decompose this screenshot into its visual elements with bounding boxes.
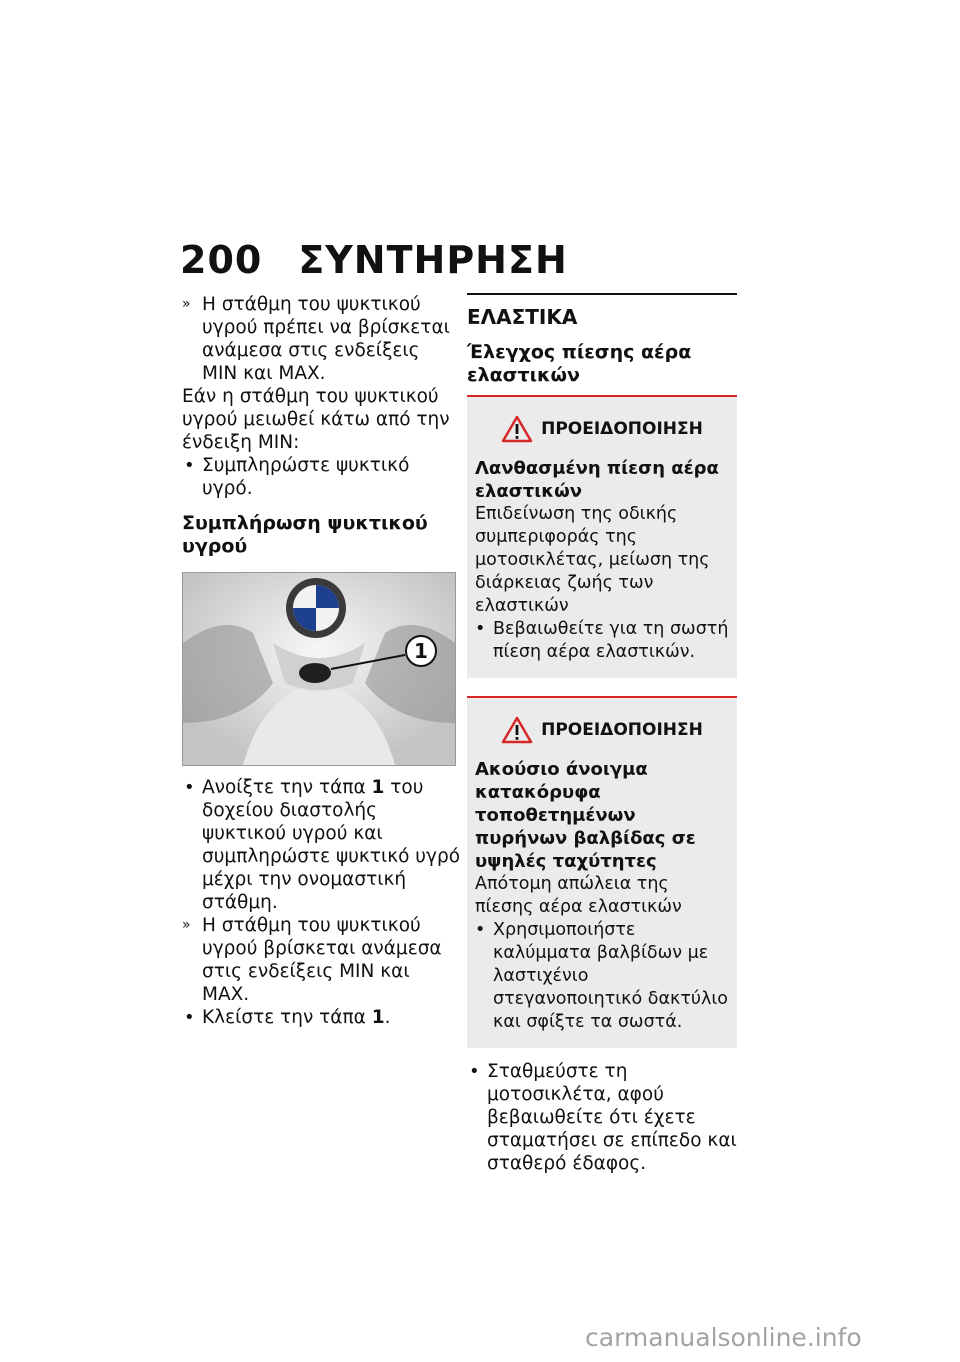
bullet-icon: •: [469, 1061, 480, 1082]
bullet-item: • Σταθμεύστε τη μοτοσικλέτα, αφού βεβαιωθείτε ότι έχετε σταματήσει σε επίπεδο και σταθερό έδαφος.: [469, 1061, 737, 1174]
paragraph: Εάν η στάθμη του ψυκτικού υγρού μειωθεί κάτω από την ένδειξη MIN:: [182, 386, 450, 453]
page-number: 200: [180, 238, 263, 282]
warning-title: Λανθασμένη πίεση αέρα ελαστικών: [475, 458, 719, 502]
watermark: carmanualsonline.info: [585, 1323, 862, 1352]
callout-1: 1: [405, 635, 437, 667]
bullet-item: • Συμπληρώστε ψυκτικό υγρό.: [184, 455, 410, 499]
sub-heading: Συμπλήρωση ψυκτικού υγρού: [182, 512, 428, 557]
section-subtitle: Έλεγχος πίεσης αέρα ελαστικών: [467, 341, 692, 386]
page-header: [180, 238, 568, 282]
warning-box: [467, 397, 737, 678]
bullet-item: • Κλείστε την τάπα 1.: [184, 1007, 391, 1028]
bullet-icon: •: [184, 1007, 195, 1028]
result-item: » Η στάθμη του ψυκτικού υγρού πρέπει να βρίσκεται ανάμεσα στις ενδείξεις MIN και MAX.: [182, 294, 450, 384]
coolant-reservoir-photo: [182, 572, 456, 766]
warning-triangle-icon: [501, 716, 533, 744]
warning-label: ΠΡΟΕΙΔΟΠΟΙΗΣΗ: [541, 419, 703, 439]
result-arrow-icon: »: [182, 296, 191, 312]
warning-header: [475, 415, 729, 443]
section-title: ΕΛΑΣΤΙΚΑ: [467, 305, 578, 329]
bullet-icon: •: [184, 777, 195, 798]
warning-item: • Βεβαιωθείτε για τη σωστή πίεση αέρα ελαστικών.: [475, 619, 729, 662]
bullet-icon: •: [184, 455, 195, 476]
left-column: [182, 293, 460, 1029]
warning-item: • Χρησιμοποιήστε καλύμματα βαλβίδων με λαστιχένιο στεγανοποιητικό δακτύλιο και σφίξτε τα σωστά.: [475, 920, 728, 1032]
section-divider: [467, 293, 737, 295]
photo-illustration: [183, 573, 455, 765]
result-item: » Η στάθμη του ψυκτικού υγρού βρίσκεται ανάμεσα στις ενδείξεις MIN και MAX.: [182, 915, 442, 1005]
right-column: [467, 293, 737, 1175]
bullet-icon: •: [475, 920, 486, 940]
result-arrow-icon: »: [182, 917, 191, 933]
warning-box: [467, 698, 737, 1048]
warning-text: Επιδείνωση της οδικής συμπεριφοράς της μοτοσικλέτας, μείωση της διάρκειας ζωής των ελαστικών: [475, 504, 710, 616]
warning-text: Απότομη απώλεια της πίεσης αέρα ελαστικών: [475, 874, 682, 917]
bullet-icon: •: [475, 619, 486, 639]
page-title: ΣΥΝΤΗΡΗΣΗ: [298, 238, 568, 282]
bullet-item: • Ανοίξτε την τάπα 1 του δοχείου διαστολής ψυκτικού υγρού και συμπληρώστε ψυκτικό υγρό μέχρι την ονομαστική στάθμη.: [184, 777, 461, 913]
warning-triangle-icon: [501, 415, 533, 443]
warning-header: [475, 716, 729, 744]
warning-label: ΠΡΟΕΙΔΟΠΟΙΗΣΗ: [541, 720, 703, 740]
warning-title: Ακούσιο άνοιγμα κατακόρυφα τοποθετημένων πυρήνων βαλβίδας σε υψηλές ταχύτητες: [475, 759, 696, 872]
